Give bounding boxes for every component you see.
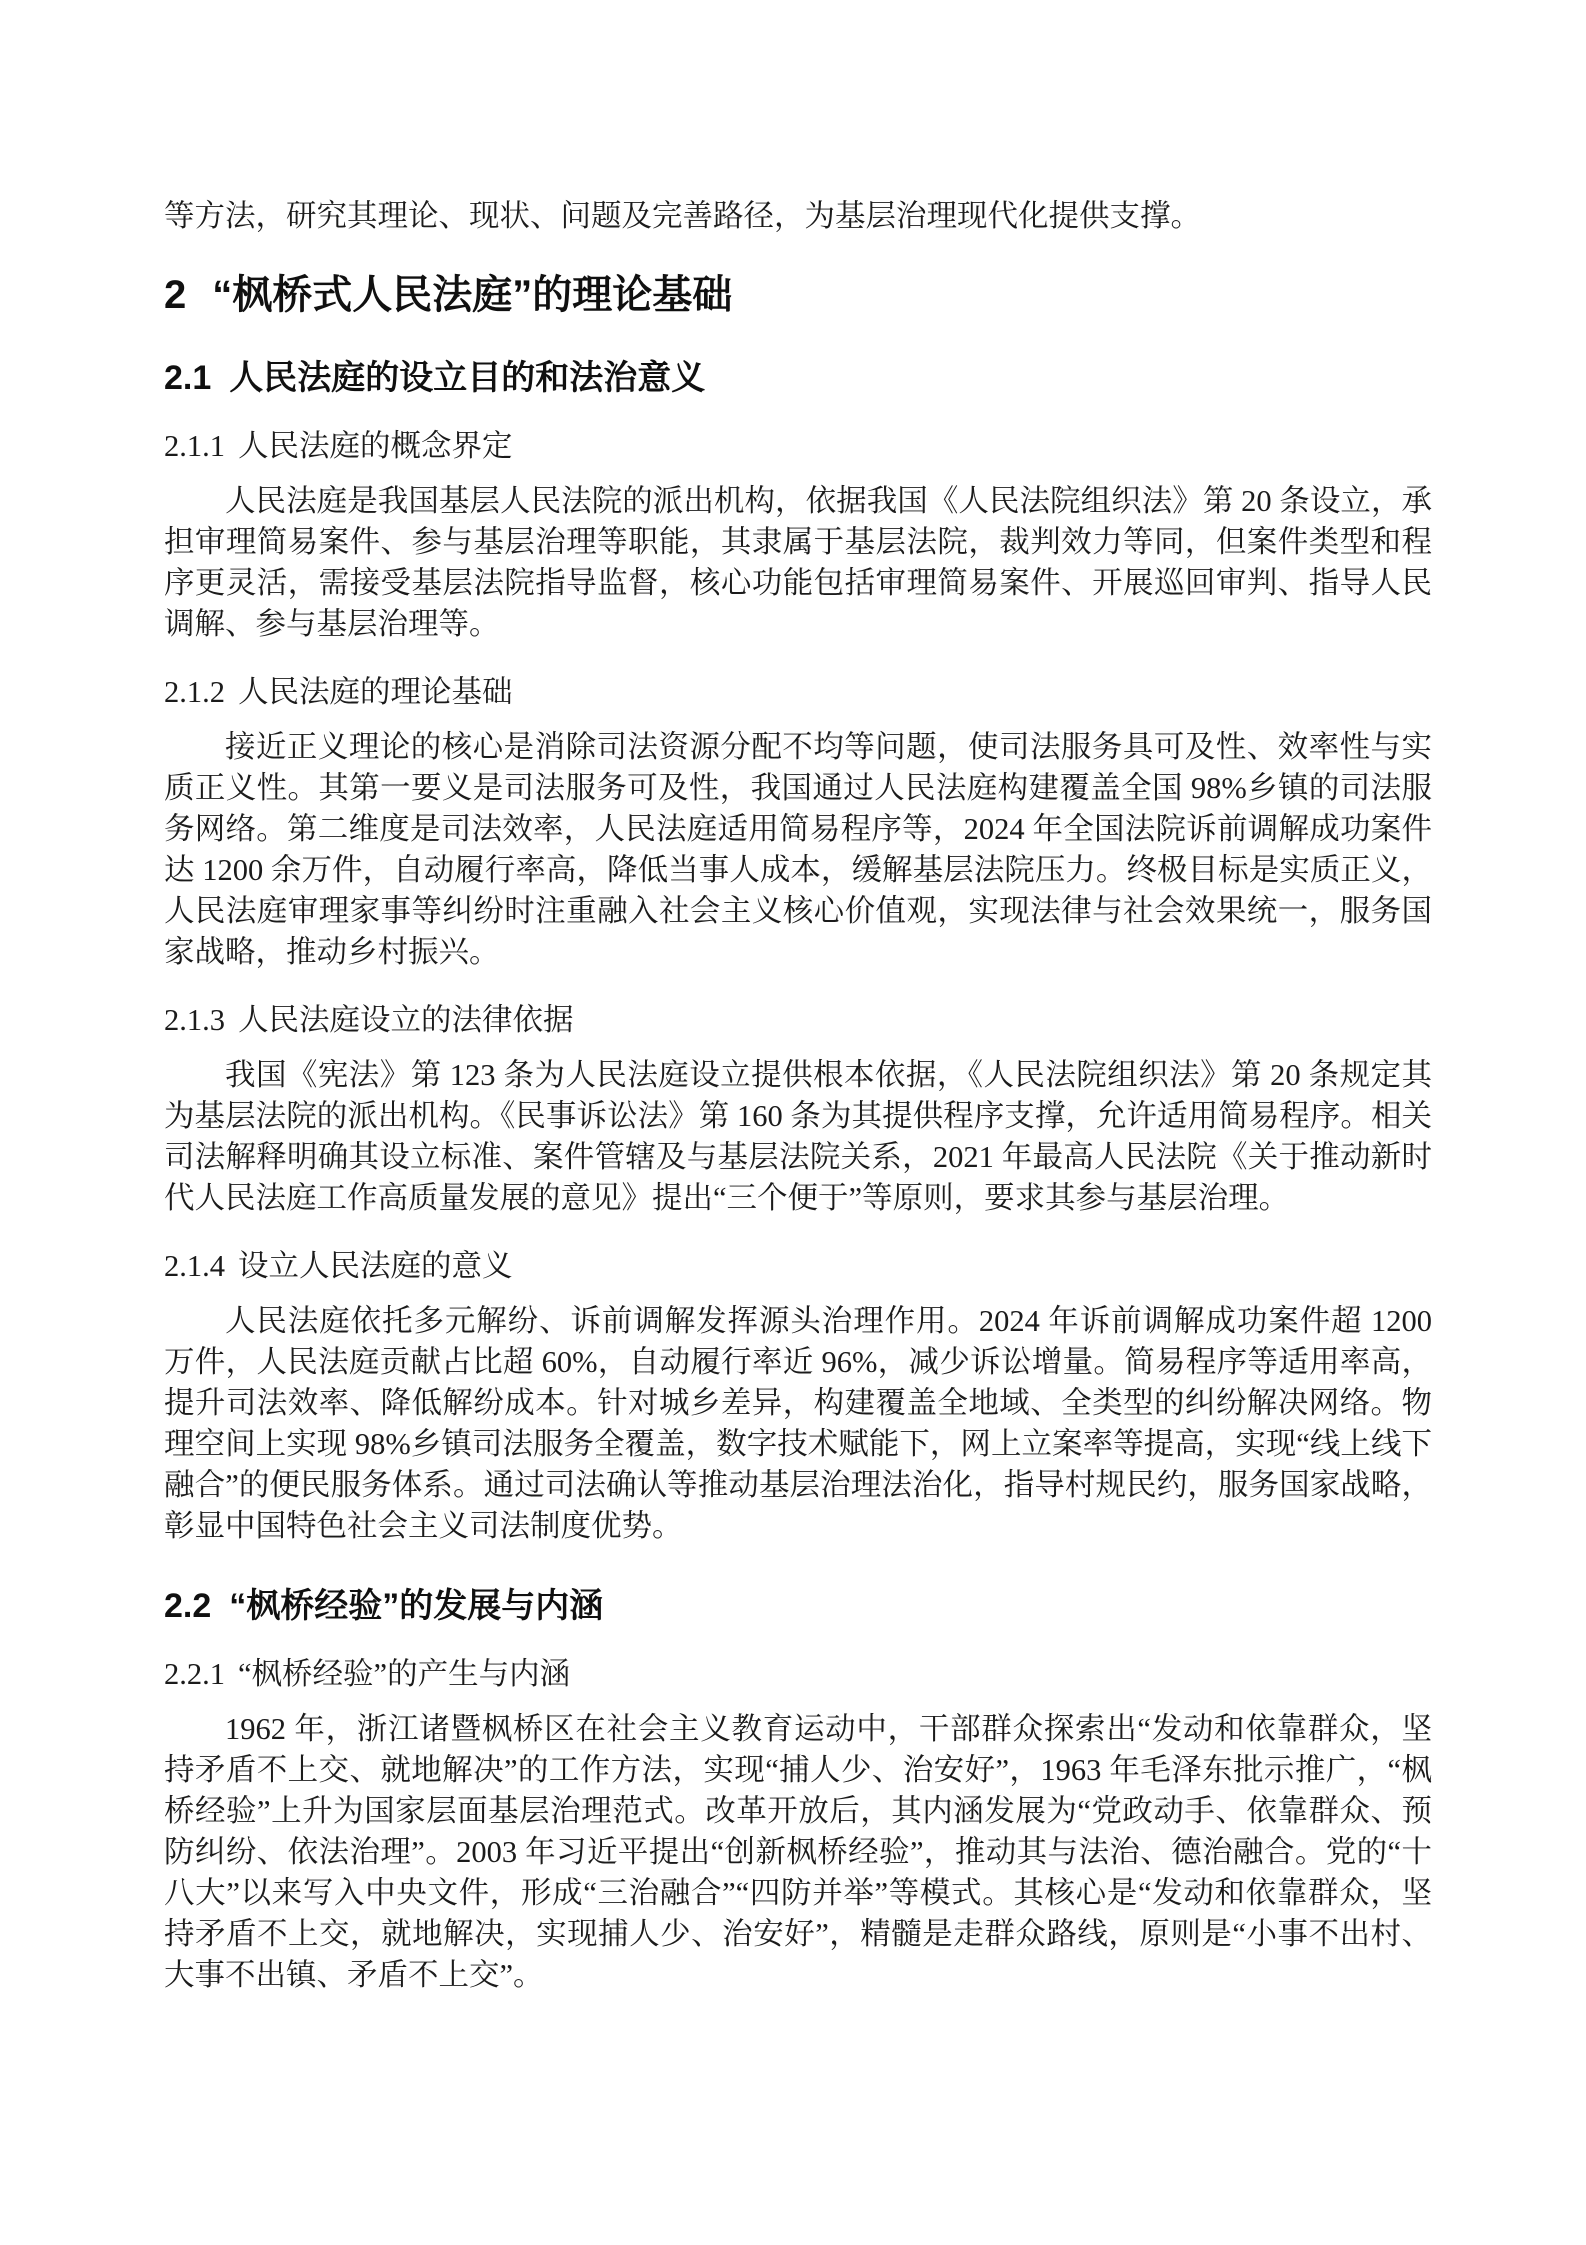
subsection-heading-2-1-3 (164, 1001, 1432, 1039)
section-heading-2-1 (164, 357, 1432, 399)
section-title-2-1: 人民法庭的设立目的和法治意义 (229, 359, 706, 397)
subsection-title-2-2-1: “枫桥经验”的产生与内涵 (238, 1657, 571, 1691)
subsection-title-2-1-3: 人民法庭设立的法律依据 (238, 1003, 574, 1037)
section-heading-2-2 (164, 1585, 1432, 1627)
subsection-number-2-1-4: 2.1.4 (164, 1249, 225, 1283)
paragraph-2-1-1: 人民法庭是我国基层人民法院的派出机构，依据我国《人民法院组织法》第 20 条设立，承担审理简易案件、参与基层治理等职能，其隶属于基层法院，裁判效力等同，但案件类型和程序更灵活，需接受基层法院指导监督，核心功能包括审理简易案件、开展巡回审判、指导人民调解、参与基层治理等。 (164, 484, 1432, 641)
chapter-number: 2 (164, 273, 187, 317)
subsection-title-2-1-1: 人民法庭的概念界定 (238, 429, 513, 463)
section-title-2-2: “枫桥经验”的发展与内涵 (229, 1587, 604, 1625)
paragraph-2-1-2: 接近正义理论的核心是消除司法资源分配不均等问题，使司法服务具可及性、效率性与实质正义性。其第一要义是司法服务可及性，我国通过人民法庭构建覆盖全国 98%乡镇的司法服务网络。第二维度是司法效率，人民法庭适用简易程序等，2024 年全国法院诉前调解成功案件达 1200 余万件，自动履行率高，降低当事人成本，缓解基层法院压力。终极目标是实质正义，人民法庭审理家事等纠纷时注重融入社会主义核心价值观，实现法律与社会效果统一，服务国家战略，推动乡村振兴。 (164, 730, 1432, 969)
chapter-heading (164, 271, 1432, 319)
subsection-title-2-1-4: 设立人民法庭的意义 (238, 1249, 513, 1283)
subsection-heading-2-1-1 (164, 427, 1432, 465)
subsection-heading-2-1-4 (164, 1247, 1432, 1285)
paragraph-2-2-1: 1962 年，浙江诸暨枫桥区在社会主义教育运动中，干部群众探索出“发动和依靠群众，坚持矛盾不上交、就地解决”的工作方法，实现“捕人少、治安好”，1963 年毛泽东批示推广，“枫桥经验”上升为国家层面基层治理范式。改革开放后，其内涵发展为“党政动手、依靠群众、预防纠纷、依法治理”。2003 年习近平提出“创新枫桥经验”，推动其与法治、德治融合。党的“十八大”以来写入中央文件，形成“三治融合”“四防并举”等模式。其核心是“发动和依靠群众，坚持矛盾不上交，就地解决，实现捕人少、治安好”，精髓是走群众路线，原则是“小事不出村、大事不出镇、矛盾不上交”。 (164, 1712, 1432, 1992)
subsection-heading-2-2-1 (164, 1655, 1432, 1693)
section-number-2-1: 2.1 (164, 359, 212, 397)
subsection-heading-2-1-2 (164, 673, 1432, 711)
intro-paragraph: 等方法，研究其理论、现状、问题及完善路径，为基层治理现代化提供支撑。 (164, 199, 1201, 233)
chapter-title: “枫桥式人民法庭”的理论基础 (212, 273, 733, 317)
subsection-title-2-1-2: 人民法庭的理论基础 (238, 675, 513, 709)
subsection-number-2-1-1: 2.1.1 (164, 429, 225, 463)
section-number-2-2: 2.2 (164, 1587, 212, 1625)
paragraph-2-1-4: 人民法庭依托多元解纷、诉前调解发挥源头治理作用。2024 年诉前调解成功案件超 1200 万件，人民法庭贡献占比超 60%，自动履行率近 96%，减少诉讼增量。简易程序等适用率高，提升司法效率、降低解纷成本。针对城乡差异，构建覆盖全地域、全类型的纠纷解决网络。物理空间上实现 98%乡镇司法服务全覆盖，数字技术赋能下，网上立案率等提高，实现“线上线下融合”的便民服务体系。通过司法确认等推动基层治理法治化，指导村规民约，服务国家战略，彰显中国特色社会主义司法制度优势。 (164, 1304, 1432, 1543)
paragraph-2-1-3: 我国《宪法》第 123 条为人民法庭设立提供根本依据，《人民法院组织法》第 20 条规定其为基层法院的派出机构。《民事诉讼法》第 160 条为其提供程序支撑，允许适用简易程序。相关司法解释明确其设立标准、案件管辖及与基层法院关系，2021 年最高人民法院《关于推动新时代人民法庭工作高质量发展的意见》提出“三个便于”等原则，要求其参与基层治理。 (164, 1058, 1432, 1215)
subsection-number-2-2-1: 2.2.1 (164, 1657, 225, 1691)
subsection-number-2-1-3: 2.1.3 (164, 1003, 225, 1037)
subsection-number-2-1-2: 2.1.2 (164, 675, 225, 709)
